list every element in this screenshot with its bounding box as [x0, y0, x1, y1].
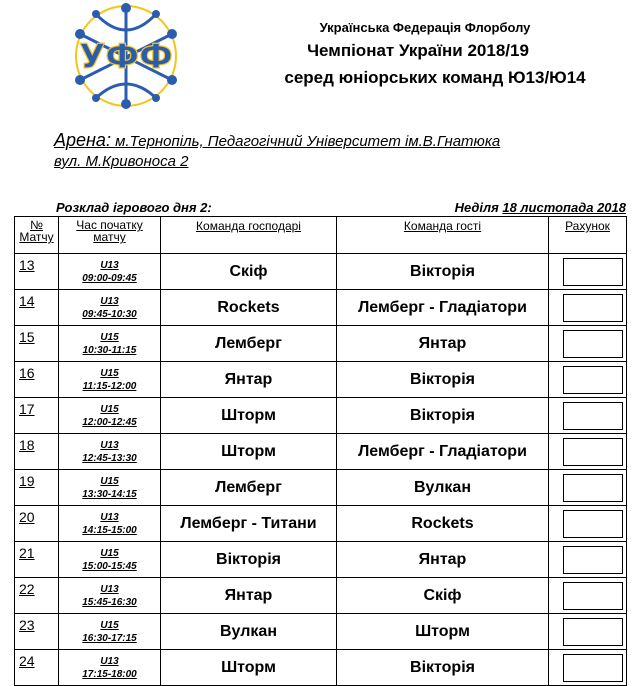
match-time-range: 15:00-15:45 [82, 560, 137, 572]
match-category: U15 [100, 331, 119, 343]
match-time [59, 470, 161, 506]
championship-subtitle: серед юніорських команд Ю13/Ю14 [284, 68, 586, 87]
home-team: Вулкан [161, 614, 337, 650]
table-row [15, 254, 627, 290]
table-row [15, 614, 627, 650]
match-number: 15 [15, 326, 59, 362]
schedule-date [455, 200, 626, 215]
match-time [59, 362, 161, 398]
match-time [59, 290, 161, 326]
header-home: Команда господарі [161, 217, 337, 254]
match-time [59, 254, 161, 290]
home-team: Rockets [161, 290, 337, 326]
score-cell [549, 434, 627, 470]
match-category: U13 [100, 655, 119, 667]
score-cell [549, 398, 627, 434]
match-time-range: 15:45-16:30 [82, 596, 137, 608]
header [200, 20, 630, 88]
arena-label: Арена: [54, 130, 111, 150]
score-cell [549, 506, 627, 542]
match-time-range: 09:45-10:30 [82, 308, 137, 320]
match-category: U13 [100, 259, 119, 271]
score-cell [549, 542, 627, 578]
score-cell [549, 614, 627, 650]
match-number: 19 [15, 470, 59, 506]
score-cell [549, 650, 627, 686]
table-row [15, 398, 627, 434]
guest-team: Rockets [337, 506, 549, 542]
table-row [15, 650, 627, 686]
score-box [563, 474, 623, 502]
match-category: U15 [100, 619, 119, 631]
date-value: 18 листопада 2018 [502, 200, 626, 215]
score-box [563, 258, 623, 286]
match-category: U15 [100, 547, 119, 559]
logo-text: УФФ [79, 37, 173, 77]
guest-team: Янтар [337, 542, 549, 578]
match-category: U13 [100, 583, 119, 595]
match-number: 17 [15, 398, 59, 434]
arena-line-2: вул. М.Кривоноса 2 [54, 153, 189, 170]
federation-logo [56, 0, 196, 118]
guest-team: Скіф [337, 578, 549, 614]
match-time [59, 398, 161, 434]
table-row [15, 434, 627, 470]
score-cell [549, 326, 627, 362]
match-time [59, 434, 161, 470]
match-number: 18 [15, 434, 59, 470]
match-category: U15 [100, 367, 119, 379]
match-time [59, 614, 161, 650]
score-box [563, 294, 623, 322]
header-time: Час початку матчу [59, 217, 161, 254]
score-box [563, 618, 623, 646]
match-number: 16 [15, 362, 59, 398]
match-time [59, 506, 161, 542]
match-time [59, 650, 161, 686]
guest-team: Вікторія [337, 650, 549, 686]
match-time-range: 09:00-09:45 [82, 272, 137, 284]
match-category: U13 [100, 511, 119, 523]
table-row [15, 506, 627, 542]
score-box [563, 438, 623, 466]
guest-team: Вікторія [337, 398, 549, 434]
match-category: U15 [100, 403, 119, 415]
score-box [563, 330, 623, 358]
match-time-range: 11:15-12:00 [82, 380, 137, 392]
date-prefix: Неділя [454, 200, 499, 215]
match-time-range: 10:30-11:15 [82, 344, 137, 356]
schedule-table [14, 216, 627, 686]
home-team: Шторм [161, 398, 337, 434]
match-category: U13 [100, 295, 119, 307]
score-box [563, 402, 623, 430]
table-row [15, 470, 627, 506]
table-row [15, 362, 627, 398]
table-row [15, 326, 627, 362]
guest-team: Шторм [337, 614, 549, 650]
home-team: Шторм [161, 434, 337, 470]
match-time-range: 12:45-13:30 [82, 452, 137, 464]
home-team: Лемберг [161, 326, 337, 362]
table-row [15, 542, 627, 578]
championship-title: Чемпіонат України 2018/19 [307, 41, 529, 60]
header-guest: Команда гості [337, 217, 549, 254]
home-team: Лемберг [161, 470, 337, 506]
score-cell [549, 254, 627, 290]
match-time-range: 16:30-17:15 [82, 632, 137, 644]
match-time-range: 13:30-14:15 [82, 488, 137, 500]
header-score: Рахунок [549, 217, 627, 254]
match-number: 24 [15, 650, 59, 686]
match-time-range: 17:15-18:00 [82, 668, 137, 680]
home-team: Скіф [161, 254, 337, 290]
guest-team: Янтар [337, 326, 549, 362]
arena-info [54, 130, 500, 170]
table-row [15, 578, 627, 614]
score-cell [549, 470, 627, 506]
table-header-row [15, 217, 627, 254]
schedule-label: Розклад ігрового дня 2: [56, 200, 212, 215]
guest-team: Вікторія [337, 362, 549, 398]
home-team: Шторм [161, 650, 337, 686]
match-number: 21 [15, 542, 59, 578]
home-team: Янтар [161, 362, 337, 398]
match-number: 22 [15, 578, 59, 614]
score-cell [549, 290, 627, 326]
guest-team: Вулкан [337, 470, 549, 506]
score-cell [549, 578, 627, 614]
guest-team: Лемберг - Гладіатори [337, 290, 549, 326]
guest-team: Лемберг - Гладіатори [337, 434, 549, 470]
match-time-range: 14:15-15:00 [82, 524, 137, 536]
score-box [563, 654, 623, 682]
score-box [563, 366, 623, 394]
match-category: U15 [100, 475, 119, 487]
header-num: № Матчу [15, 217, 59, 254]
match-time [59, 578, 161, 614]
home-team: Лемберг - Титани [161, 506, 337, 542]
score-cell [549, 362, 627, 398]
guest-team: Вікторія [337, 254, 549, 290]
match-time [59, 542, 161, 578]
score-box [563, 510, 623, 538]
federation-name: Українська Федерація Флорболу [319, 20, 531, 35]
home-team: Вікторія [161, 542, 337, 578]
match-number: 23 [15, 614, 59, 650]
match-time-range: 12:00-12:45 [82, 416, 137, 428]
match-category: U13 [100, 439, 119, 451]
arena-line-1: м.Тернопіль, Педагогічний Університет ім.В.Гнатюка [115, 133, 501, 150]
match-number: 13 [15, 254, 59, 290]
score-box [563, 546, 623, 574]
score-box [563, 582, 623, 610]
match-number: 20 [15, 506, 59, 542]
match-time [59, 326, 161, 362]
table-row [15, 290, 627, 326]
match-number: 14 [15, 290, 59, 326]
home-team: Янтар [161, 578, 337, 614]
